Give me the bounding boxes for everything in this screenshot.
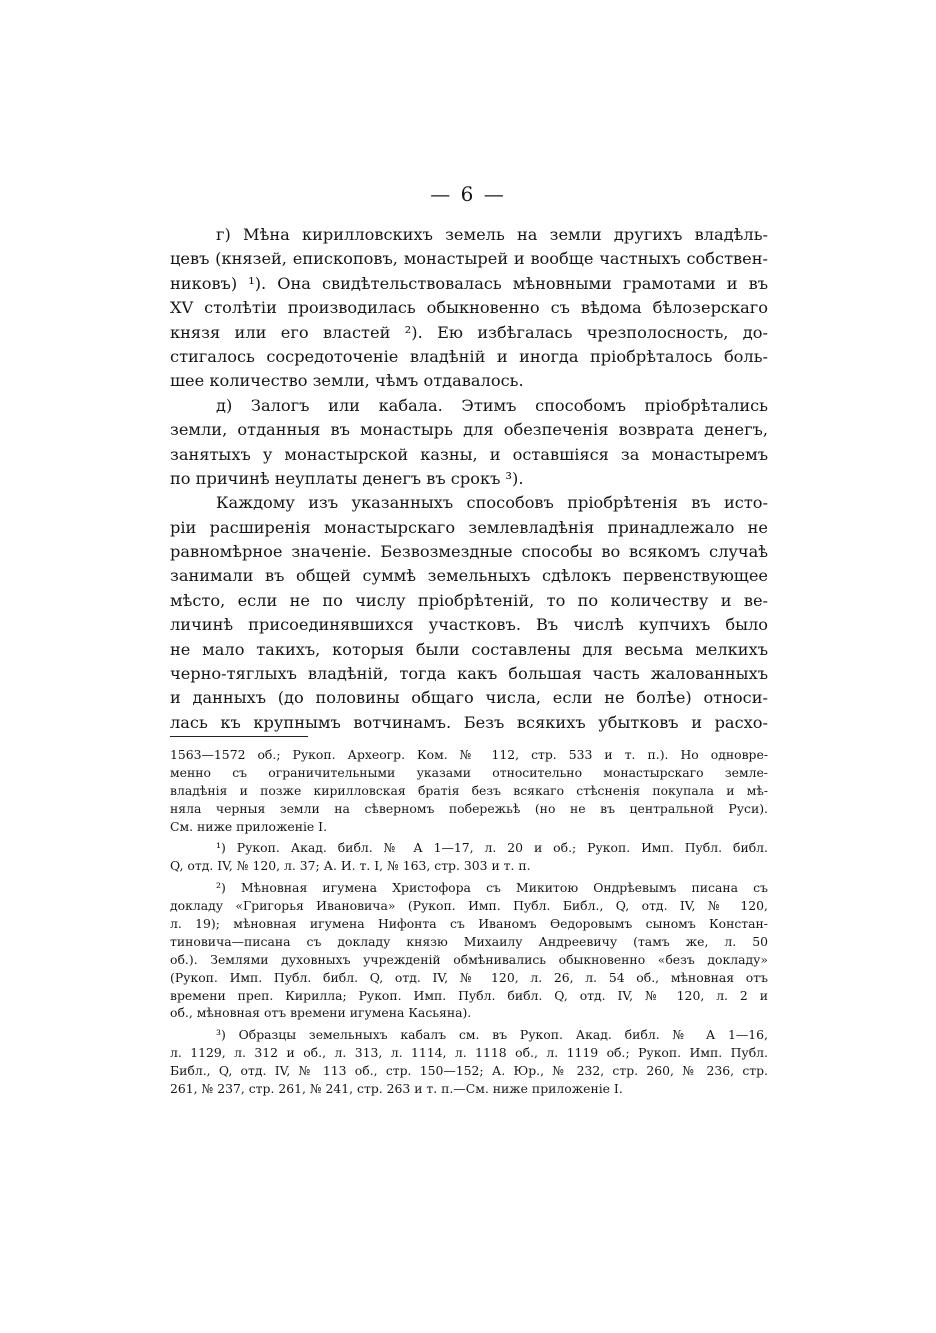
footnote-line: ²) Мѣновная игумена Христофора съ Микитою Ондрѣевымъ писана съ — [216, 880, 768, 896]
body-line: черно-тяглыхъ владѣній, тогда какъ большая часть жалованныхъ — [170, 664, 768, 684]
footnote-line: 1563—1572 об.; Рукоп. Археогр. Ком. № 112, стр. 533 и т. п.). Но одноврe- — [170, 747, 768, 762]
main-text — [170, 223, 768, 735]
body-line: и данныхъ (до половины общаго числа, если не болѣе) относи- — [170, 688, 768, 708]
page-number: — 6 — — [430, 182, 506, 206]
footnote-line: л. 19); мѣновная игумена Нифонта съ Иваномъ Өедоровымъ сыномъ Констан- — [170, 916, 768, 932]
footnote-line: об., мѣновная отъ времени игумена Касьяна). — [170, 1005, 472, 1021]
body-line: цевъ (князей, епископовъ, монастырей и вообще частныхъ собствен- — [170, 249, 768, 269]
body-line: занятыхъ у монастырской казны, и оставшіяся за монастыремъ — [170, 444, 768, 464]
body-line: стигалось сосредоточеніе владѣній и иногда пріобрѣталось боль- — [170, 346, 768, 366]
body-line: земли, отданныя въ монастырь для обезпеченія возврата денегъ, — [170, 420, 768, 440]
footnote-line: докладу «Григорья Ивановича» (Рукоп. Имп. Публ. Библ., Q, отд. IV, № 120, — [170, 898, 768, 914]
footnote-line: Библ., Q, отд. IV, № 113 об., стр. 150—152; А. Юр., № 232, стр. 260, № 236, стр. — [170, 1063, 768, 1079]
body-line: занимали въ общей суммѣ земельныхъ сдѣлокъ первенствующее — [170, 566, 768, 586]
body-line: шее количество земли, чѣмъ отдавалось. — [170, 371, 524, 391]
body-line: личинѣ присоединявшихся участковъ. Въ числѣ купчихъ было — [170, 615, 768, 635]
body-line: князя или его властей ²). Ею избѣгалась чрезполосность, до- — [170, 322, 768, 342]
body-line: д) Залогъ или кабала. Этимъ способомъ пріобрѣтались — [216, 395, 768, 415]
body-line: ріи расширенія монастырскаго землевладѣнія принадлежало не — [170, 517, 768, 537]
footnote-line: ¹) Рукоп. Акад. библ. № А 1—17, л. 20 и об.; Рукоп. Имп. Публ. библ. — [216, 840, 768, 856]
footnote-line: менно съ ограничительными указами относительно монастырскаго земле- — [170, 764, 768, 780]
body-line: равномѣрное значеніе. Безвозмездные способы во всякомъ случаѣ — [170, 542, 768, 562]
footnotes — [170, 746, 768, 1098]
body-line: никовъ) ¹). Она свидѣтельствовалась мѣновными грамотами и въ — [170, 273, 768, 293]
footnote-line: об.). Землями духовныхъ учрежденій обмѣнивались обыкновенно «безъ докладу» — [170, 951, 768, 967]
footnote-line: тиновича—писана съ докладу князю Михаилу Андреевичу (тамъ же, л. 50 — [170, 933, 768, 949]
footnote-line: (Рукоп. Имп. Публ. библ. Q, отд. IV, № 120, л. 26, л. 54 об., мѣновная отъ — [170, 969, 768, 985]
footnote-line: ³) Образцы земельныхъ кабалъ см. въ Рукоп. Акад. библ. № А 1—16, — [216, 1027, 768, 1043]
footnote-line: владѣнія и позже кирилловская братія безъ всякаго стѣсненія покупала и мѣ- — [170, 782, 768, 798]
footnote-line: 261, № 237, стр. 261, № 241, стр. 263 и т. п.—См. ниже приложеніе I. — [170, 1081, 623, 1097]
footnote-divider — [170, 736, 308, 737]
body-line: мѣсто, если не по числу пріобрѣтеній, то по количеству и ве- — [170, 590, 768, 610]
body-line: лась къ крупнымъ вотчинамъ. Безъ всякихъ убытковъ и расхо- — [170, 712, 768, 732]
footnote-line: См. ниже приложеніе I. — [170, 818, 328, 834]
body-line: XV столѣтіи производилась обыкновенно съ вѣдома бѣлозерскаго — [170, 298, 768, 318]
footnote-line: л. 1129, л. 312 и об., л. 313, л. 1114, л. 1118 об., л. 1119 об.; Рукоп. Имп. Публ. — [170, 1045, 768, 1061]
body-line: Каждому изъ указанныхъ способовъ пріобрѣтенія въ исто- — [216, 493, 768, 513]
body-line: по причинѣ неуплаты денегъ въ срокъ ³). — [170, 468, 524, 488]
footnote-line: времени преп. Кирилла; Рукоп. Имп. Публ. библ. Q, отд. IV, № 120, л. 2 и — [170, 987, 768, 1003]
footnote-line: Q, отд. IV, № 120, л. 37; А. И. т. I, № 163, стр. 303 и т. п. — [170, 858, 531, 874]
body-line: не мало такихъ, которыя были составлены для весьма мелкихъ — [170, 639, 768, 659]
footnote-line: няла черныя земли на сѣверномъ побережьѣ (но не въ центральной Руси). — [170, 800, 768, 816]
body-line: г) Мѣна кирилловскихъ земель на земли другихъ владѣль- — [216, 225, 768, 244]
